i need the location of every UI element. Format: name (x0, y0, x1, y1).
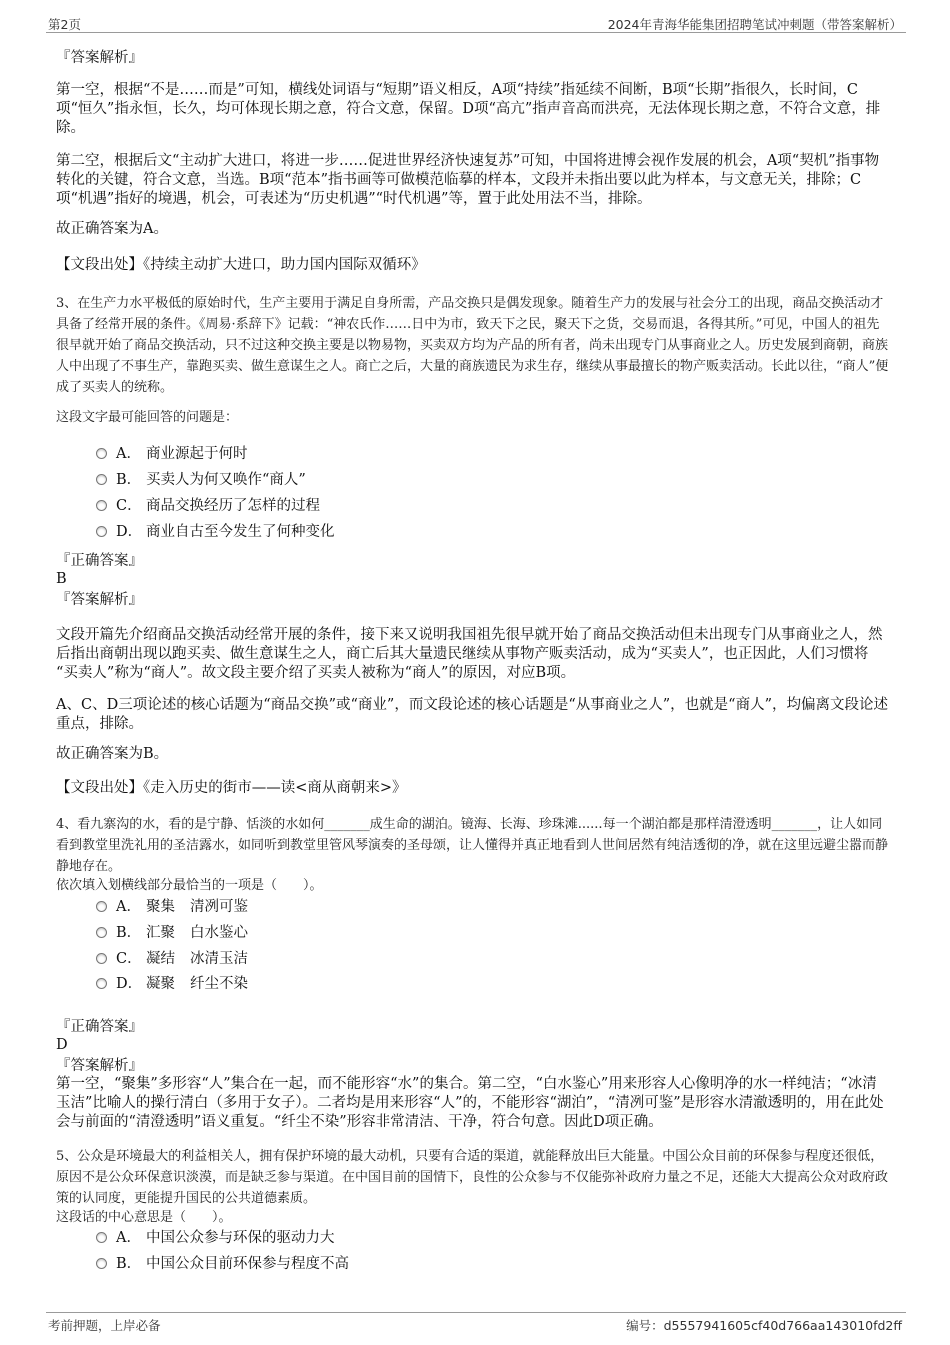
option-key: D． (116, 524, 143, 540)
option-word-1: 聚集 (146, 899, 175, 915)
q3-answer: B (56, 571, 67, 587)
q4-analysis: 第一空，“聚集”多形容“人”集合在一起，而不能形容“水”的集合。第二空，“白水鉴心”用来形容人心像明净的水一样纯洁；“冰清玉洁”比喻人的操行清白（多用于女子）。二者均是用来形容“人”的，不能形容“湖泊”，“清冽可鉴”是形容水清澈透明的，用在此处会与前面的“清澄透明”语义重复。“纤尘不染”形容非常清洁、干净，符合句意。因此D项正确。 (56, 1076, 884, 1130)
page-header (46, 14, 906, 33)
radio-button[interactable] (96, 927, 107, 938)
q2-analysis-para2: 第二空，根据后文“主动扩大进口，将进一步……促进世界经济快速复苏”可知，中国将进博会视作发展的机会，A项“契机”指事物转化的关键，符合文意，当选。B项“范本”指书画等可做模范临摹的样本，文段并未指出要以此为样本，与文意无关，排除；C项“机遇”指好的境遇，机会，可表述为“历史机遇”“时代机遇”等，置于此处用法不当，排除。 (56, 153, 880, 207)
option-word-1: 汇聚 (146, 925, 175, 941)
option-text: 商品交换经历了怎样的过程 (146, 498, 320, 514)
q4-option-b[interactable] (96, 923, 248, 943)
q3-option-a[interactable] (96, 444, 248, 464)
radio-button[interactable] (96, 978, 107, 989)
radio-button[interactable] (96, 901, 107, 912)
option-text: 中国公众参与环保的驱动力大 (146, 1230, 335, 1246)
option-word-2: 白水鉴心 (190, 925, 248, 941)
q3-source: 【文段出处】《走入历史的街市——读<商从商朝来>》 (56, 780, 407, 796)
q5-option-b[interactable] (96, 1254, 349, 1274)
option-key: A． (116, 446, 141, 462)
q3-analysis-para1: 文段开篇先介绍商品交换活动经常开展的条件，接下来又说明我国祖先很早就开始了商品交换活动但未出现专门从事商业之人，然后指出商朝出现以跑买卖、做生意谋生之人，商亡后其大量遗民继续从事物产贩卖活动，成为“买卖人”，也正因此，人们习惯将 “买卖人”称为“商人”。故文段主要介绍了买卖人被称为“商人”的原因，对应B项。 (56, 627, 883, 681)
option-key: C． (116, 498, 142, 514)
q3-question: 这段文字最可能回答的问题是： (56, 410, 239, 425)
q5-stem: 5、公众是环境最大的利益相关人，拥有保护环境的最大动机，只要有合适的渠道，就能释放出巨大能量。中国公众目前的环保参与程度还很低，原因不是公众环保意识淡漠，而是缺乏参与渠道。在中国目前的国情下，良性的公众参与不仅能弥补政府力量之不足，还能大大提高公众对政府政策的认同度，更能提升国民的公共道德素质。 (56, 1149, 889, 1206)
q4-option-c[interactable] (96, 949, 248, 969)
q3-analysis-label: 『答案解析』 (56, 592, 143, 608)
q2-conclusion: 故正确答案为A。 (56, 221, 168, 237)
page-footer (46, 1312, 906, 1331)
option-key: D． (116, 976, 143, 992)
q4-question: 依次填入划横线部分最恰当的一项是（ ）。 (56, 878, 323, 893)
option-key: A． (116, 1230, 141, 1246)
q4-analysis-label: 『答案解析』 (56, 1058, 143, 1074)
option-key: A． (116, 899, 141, 915)
option-key: C． (116, 951, 142, 967)
q4-option-d[interactable] (96, 974, 248, 994)
q3-conclusion: 故正确答案为B。 (56, 746, 169, 762)
radio-button[interactable] (96, 953, 107, 964)
q2-analysis-label: 『答案解析』 (56, 50, 143, 66)
page-number: 第2页 (48, 17, 81, 32)
q4-answer-label: 『正确答案』 (56, 1019, 143, 1035)
document-serial: 编号：d5557941605cf40d766aa143010fd2ff (626, 1318, 902, 1333)
q3-option-d[interactable] (96, 522, 335, 542)
q4-stem: 4、看九寨沟的水，看的是宁静、恬淡的水如何_______成生命的湖泊。镜海、长海、珍珠滩......每一个湖泊都是那样清澄透明_______，让人如同看到教堂里洗礼用的圣洁露水，如同听到教堂里管风琴演奏的圣母颂，让人懂得并真正地看到人世间居然有纯洁透彻的净，就在这里远避尘嚣而静静地存在。 (56, 817, 889, 874)
radio-button[interactable] (96, 474, 107, 485)
option-text: 商业源起于何时 (146, 446, 248, 462)
option-word-1: 凝聚 (146, 976, 175, 992)
option-key: B． (116, 1256, 142, 1272)
option-word-1: 凝结 (146, 951, 175, 967)
option-text: 中国公众目前环保参与程度不高 (146, 1256, 349, 1272)
radio-button[interactable] (96, 500, 107, 511)
q5-option-a[interactable] (96, 1228, 335, 1248)
footer-slogan: 考前押题，上岸必备 (48, 1318, 161, 1333)
radio-button[interactable] (96, 1232, 107, 1243)
option-word-2: 清冽可鉴 (190, 899, 248, 915)
q3-stem: 3、在生产力水平极低的原始时代，生产主要用于满足自身所需，产品交换只是偶发现象。随着生产力的发展与社会分工的出现，商品交换活动才具备了经常开展的条件。《周易·系辞下》记载：“神农氏作……日中为市，致天下之民，聚天下之货，交易而退，各得其所。”可见，中国人的祖先很早就开始了商品交换活动，只不过这种交换主要是以物易物，买卖双方均为产品的所有者，尚未出现专门从事商业之人。历史发展到商朝，商族人中出现了不事生产，靠跑买卖、做生意谋生之人。商亡之后，大量的商族遗民为求生存，继续从事最擅长的物产贩卖活动。长此以往，“商人”便成了买卖人的统称。 (56, 296, 889, 395)
q4-answer: D (56, 1037, 68, 1053)
option-key: B． (116, 472, 142, 488)
radio-button[interactable] (96, 448, 107, 459)
option-word-2: 纤尘不染 (190, 976, 248, 992)
q3-analysis-para2: A、C、D三项论述的核心话题为“商品交换”或“商业”，而文段论述的核心话题是“从事商业之人”，也就是“商人”，均偏离文段论述重点，排除。 (56, 697, 888, 732)
option-key: B． (116, 925, 142, 941)
q2-source: 【文段出处】《持续主动扩大进口，助力国内国际双循环》 (56, 257, 426, 273)
option-word-2: 冰清玉洁 (190, 951, 248, 967)
q2-analysis-para1: 第一空，根据“不是……而是”可知，横线处词语与“短期”语义相反，A项“持续”指延续不间断，B项“长期”指很久，长时间，C项“恒久”指永恒，长久，均可体现长期之意，符合文意，保留。D项“高亢”指声音高而洪亮，无法体现长期之意，不符合文意，排除。 (56, 82, 881, 136)
q3-answer-label: 『正确答案』 (56, 553, 143, 569)
option-text: 买卖人为何又唤作“商人” (146, 472, 306, 488)
q5-question: 这段话的中心意思是（ ）。 (56, 1210, 232, 1225)
document-title: 2024年青海华能集团招聘笔试冲刺题（带答案解析） (607, 17, 902, 32)
radio-button[interactable] (96, 1258, 107, 1269)
radio-button[interactable] (96, 526, 107, 537)
option-text: 商业自古至今发生了何种变化 (146, 524, 335, 540)
q3-option-c[interactable] (96, 496, 320, 516)
q4-option-a[interactable] (96, 897, 248, 917)
q3-option-b[interactable] (96, 470, 306, 490)
